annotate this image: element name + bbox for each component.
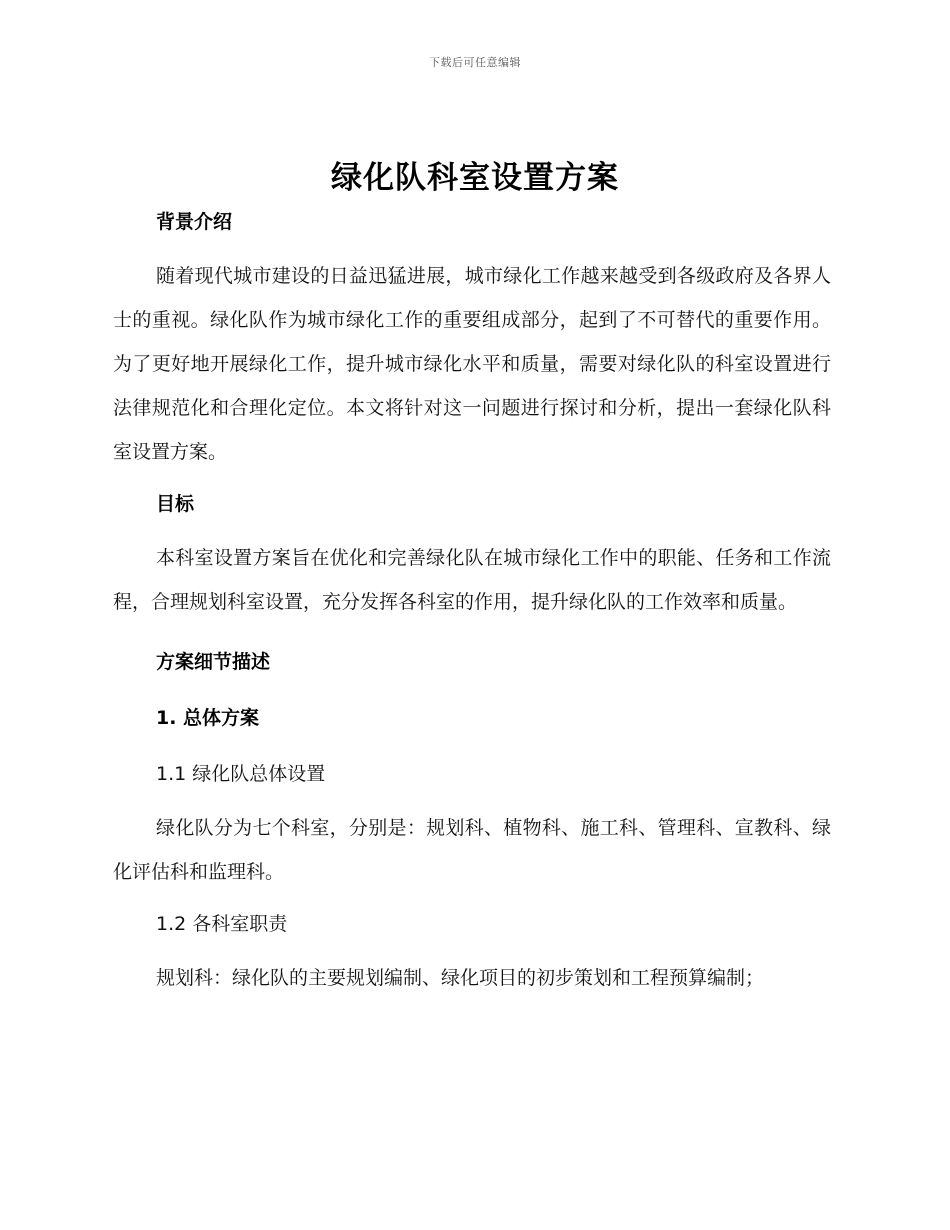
details-heading: 方案细节描述 <box>156 651 271 673</box>
page-title: 绿化队科室设置方案 <box>331 160 619 196</box>
subsection-1-2-paragraph: 规划科：绿化队的主要规划编制、绿化项目的初步策划和工程预算编制； <box>156 967 765 989</box>
overall-plan-heading: 1. 总体方案 <box>156 707 260 729</box>
subsection-1-2-heading: 1.2 各科室职责 <box>156 913 288 935</box>
goal-paragraph: 本科室设置方案旨在优化和完善绿化队在城市绿化工作中的职能、任务和工作流程，合理规划科室设置，充分发挥各科室的作用，提升绿化队的工作效率和质量。 <box>113 547 831 613</box>
background-heading: 背景介绍 <box>156 211 233 233</box>
goal-heading: 目标 <box>156 493 195 515</box>
subsection-1-1-heading: 1.1 绿化队总体设置 <box>156 763 326 785</box>
document-body <box>113 204 831 1000</box>
background-paragraph: 随着现代城市建设的日益迅猛进展，城市绿化工作越来越受到各级政府及各界人士的重视。绿化队作为城市绿化工作的重要组成部分，起到了不可替代的重要作用。为了更好地开展绿化工作，提升城市绿化水平和质量，需要对绿化队的科室设置进行法律规范化和合理化定位。本文将针对这一问题进行探讨和分析，提出一套绿化队科室设置方案。 <box>113 265 831 463</box>
subsection-1-1-paragraph: 绿化队分为七个科室，分别是：规划科、植物科、施工科、管理科、宣教科、绿化评估科和监理科。 <box>113 817 831 883</box>
header-note: 下载后可任意编辑 <box>429 56 521 69</box>
